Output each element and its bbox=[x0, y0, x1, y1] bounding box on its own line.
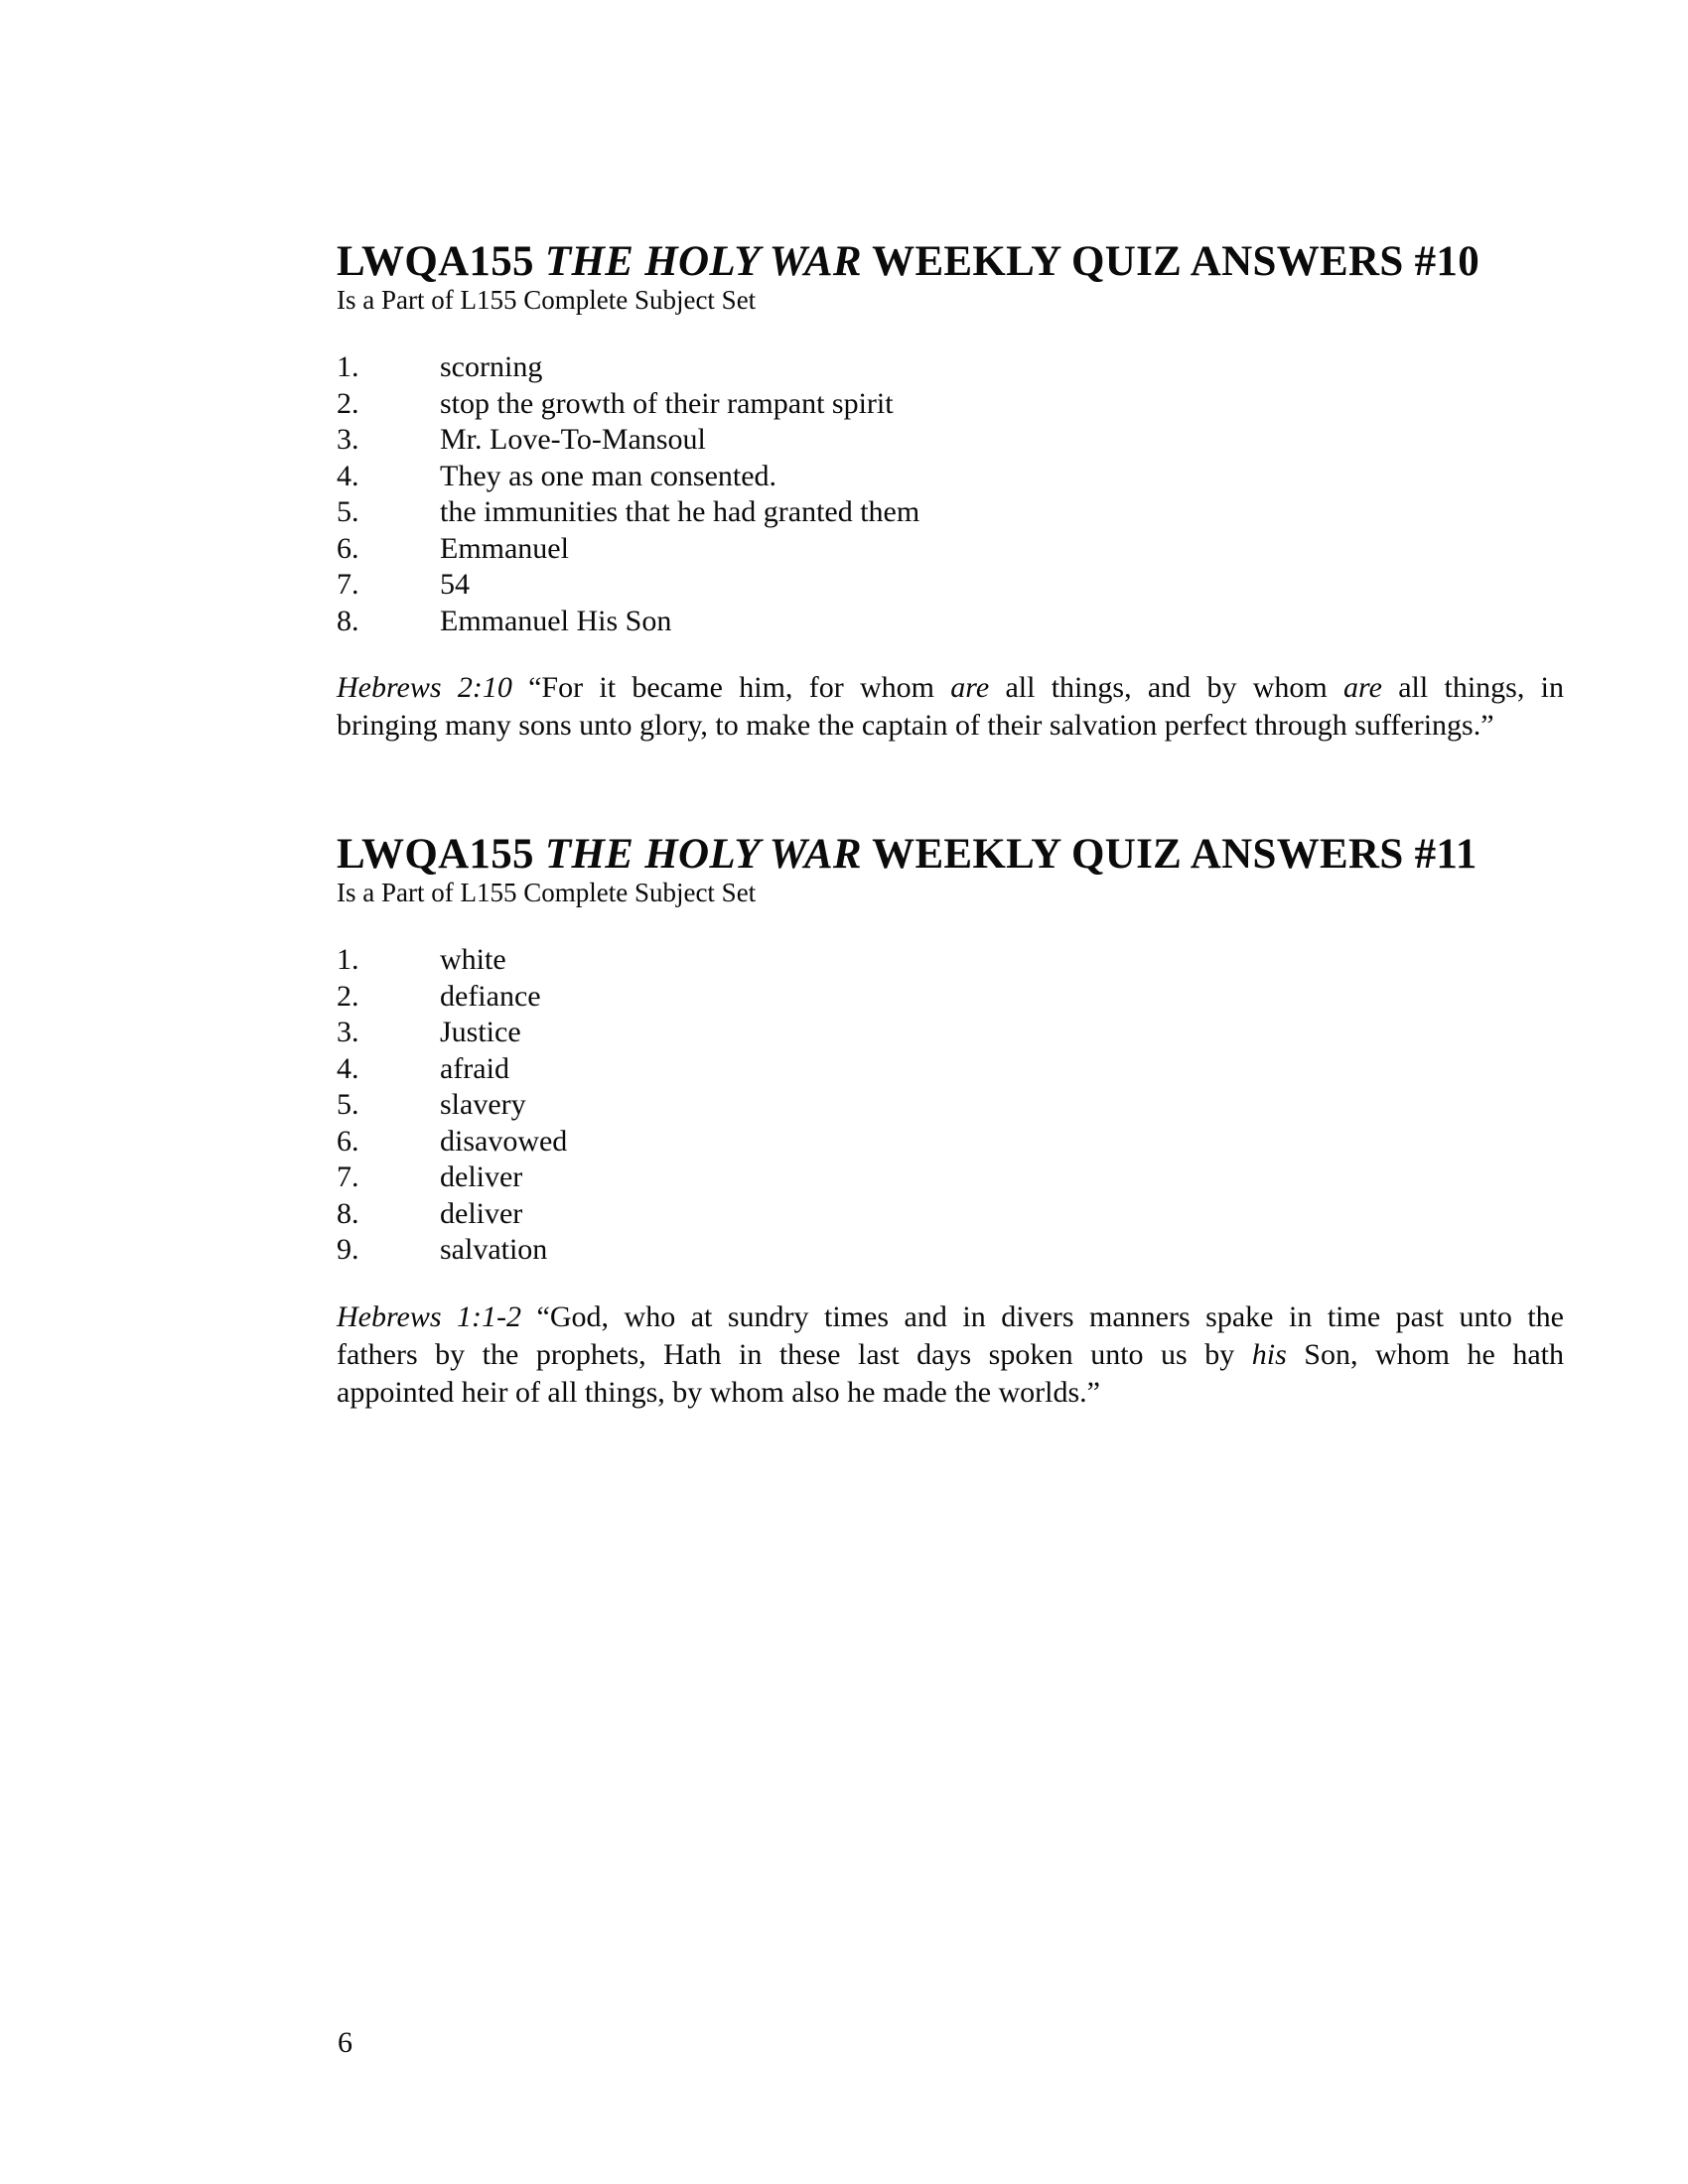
answer-row bbox=[337, 1196, 1564, 1233]
title-book-italic: THE HOLY WAR bbox=[544, 831, 862, 878]
answer-row bbox=[337, 531, 1564, 568]
answer-row bbox=[337, 604, 1564, 640]
quote-segment: Son, whom he hath bbox=[1286, 1337, 1565, 1371]
answer-text: scorning bbox=[440, 350, 543, 383]
quote-segment-italic: Hebrews 1:1-2 bbox=[337, 1299, 522, 1333]
quote-segment: bringing many sons unto glory, to make the captain of their salvation perfect through sufferings.” bbox=[337, 709, 1494, 742]
answer-row bbox=[337, 979, 1564, 1016]
quote-segment: “For it became him, for whom bbox=[511, 671, 951, 704]
title-code: LWQA155 bbox=[337, 238, 534, 285]
section-title bbox=[337, 239, 1564, 285]
answer-row bbox=[337, 1160, 1564, 1196]
answer-text: stop the growth of their rampant spirit bbox=[440, 386, 894, 420]
answer-number: 8. bbox=[337, 604, 359, 637]
quote-segment-italic: are bbox=[1343, 671, 1382, 704]
answer-number: 2. bbox=[337, 386, 359, 420]
answers-list bbox=[337, 349, 1564, 639]
answer-text: disavowed bbox=[440, 1124, 568, 1158]
quote-segment: all things, in bbox=[1381, 671, 1564, 704]
answer-text: white bbox=[440, 943, 506, 976]
quote-line bbox=[337, 707, 1564, 745]
quote-segment: appointed heir of all things, by whom also he made the worlds.” bbox=[337, 1375, 1100, 1409]
answer-text: 54 bbox=[440, 568, 470, 601]
section-title bbox=[337, 832, 1564, 878]
title-code: LWQA155 bbox=[337, 831, 534, 878]
quote-segment: all things, and by whom bbox=[989, 671, 1344, 704]
answer-number: 4. bbox=[337, 459, 359, 492]
quote-line bbox=[337, 669, 1564, 707]
answer-number: 7. bbox=[337, 568, 359, 601]
answer-text: salvation bbox=[440, 1233, 548, 1266]
answer-row bbox=[337, 422, 1564, 459]
quote-segment-italic: Hebrews 2:10 bbox=[337, 671, 512, 704]
answer-row bbox=[337, 942, 1564, 979]
scripture-quote bbox=[337, 1298, 1564, 1412]
answer-row bbox=[337, 494, 1564, 531]
title-book-italic: THE HOLY WAR bbox=[544, 238, 862, 285]
title-rest: WEEKLY QUIZ ANSWERS #10 bbox=[872, 238, 1480, 285]
answer-number: 5. bbox=[337, 1088, 359, 1121]
answer-number: 1. bbox=[337, 350, 359, 383]
answer-row bbox=[337, 1232, 1564, 1269]
answer-text: Emmanuel His Son bbox=[440, 604, 672, 637]
answer-number: 2. bbox=[337, 979, 359, 1013]
quiz-section-10 bbox=[337, 239, 1564, 745]
quote-line bbox=[337, 1374, 1564, 1412]
answer-row bbox=[337, 1051, 1564, 1088]
answer-text: afraid bbox=[440, 1051, 509, 1085]
answer-row bbox=[337, 459, 1564, 495]
answer-row bbox=[337, 1124, 1564, 1160]
page-content bbox=[337, 0, 1564, 1412]
answer-text: They as one man consented. bbox=[440, 459, 777, 492]
answer-text: Justice bbox=[440, 1016, 521, 1048]
answer-row bbox=[337, 1015, 1564, 1051]
quote-segment: fathers by the prophets, Hath in these last days spoken unto us by bbox=[337, 1337, 1252, 1371]
answer-number: 6. bbox=[337, 1124, 359, 1158]
answer-text: defiance bbox=[440, 979, 541, 1013]
quote-segment-italic: are bbox=[950, 671, 990, 704]
answer-number: 8. bbox=[337, 1196, 359, 1230]
quote-segment: “God, who at sundry times and in divers manners spake in time past unto the bbox=[521, 1299, 1564, 1333]
answer-text: the immunities that he had granted them bbox=[440, 495, 920, 528]
answer-number: 5. bbox=[337, 495, 359, 528]
answer-text: slavery bbox=[440, 1088, 526, 1121]
answer-number: 9. bbox=[337, 1233, 359, 1266]
title-rest: WEEKLY QUIZ ANSWERS #11 bbox=[872, 831, 1477, 878]
answer-row bbox=[337, 1087, 1564, 1124]
answer-number: 6. bbox=[337, 531, 359, 565]
answer-row bbox=[337, 567, 1564, 604]
answer-number: 3. bbox=[337, 423, 359, 456]
answers-list bbox=[337, 942, 1564, 1269]
answer-row bbox=[337, 349, 1564, 386]
quote-line bbox=[337, 1336, 1564, 1374]
quote-line bbox=[337, 1298, 1564, 1336]
scripture-quote bbox=[337, 669, 1564, 745]
answer-text: deliver bbox=[440, 1160, 523, 1193]
section-subtitle: Is a Part of L155 Complete Subject Set bbox=[337, 285, 757, 315]
answer-text: deliver bbox=[440, 1196, 523, 1230]
answer-number: 7. bbox=[337, 1160, 359, 1193]
answer-number: 4. bbox=[337, 1051, 359, 1085]
quote-segment-italic: his bbox=[1251, 1337, 1287, 1371]
page-number: 6 bbox=[338, 2026, 352, 2059]
answer-text: Mr. Love-To-Mansoul bbox=[440, 423, 706, 456]
answer-number: 1. bbox=[337, 943, 359, 976]
answer-row bbox=[337, 386, 1564, 423]
section-subtitle: Is a Part of L155 Complete Subject Set bbox=[337, 878, 757, 907]
answer-number: 3. bbox=[337, 1016, 359, 1048]
quiz-section-11 bbox=[337, 832, 1564, 1412]
answer-text: Emmanuel bbox=[440, 531, 569, 565]
